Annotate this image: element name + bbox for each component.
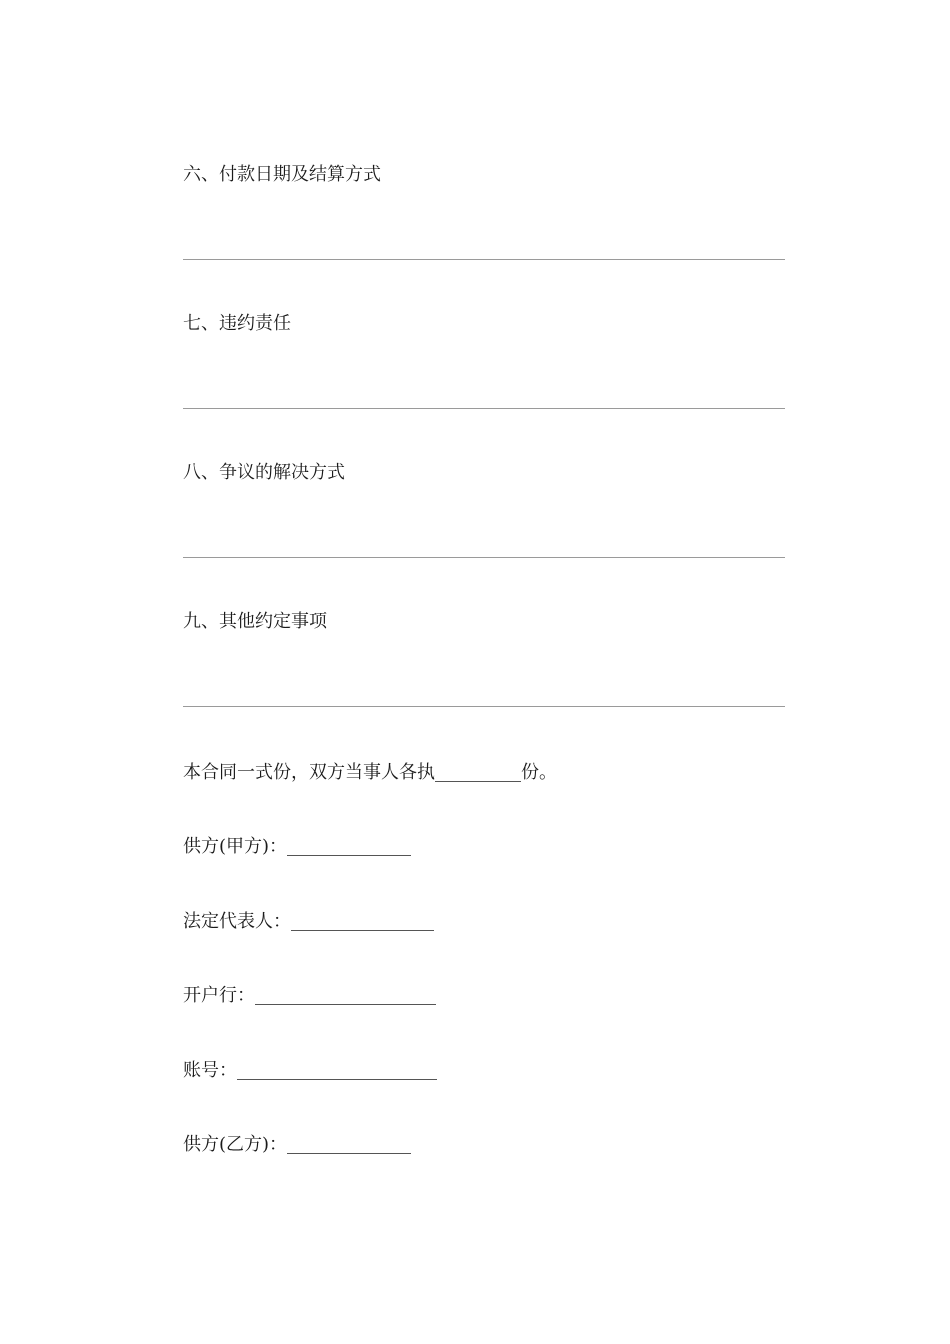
bank-blank[interactable] (255, 986, 436, 1005)
copies-text-after: 份。 (521, 762, 557, 783)
supplier-b-label: 供方(乙方)： (183, 1134, 288, 1155)
bank-field (183, 985, 436, 1007)
supplier-b-field (183, 1134, 411, 1156)
other-fill-line (183, 706, 785, 707)
account-label: 账号： (183, 1060, 237, 1081)
account-field (183, 1060, 437, 1082)
section-heading-dispute: 八、争议的解决方式 (183, 462, 345, 483)
dispute-fill-line (183, 557, 785, 558)
account-blank[interactable] (237, 1061, 437, 1080)
legal-rep-field (183, 911, 434, 933)
bank-label: 开户行： (183, 985, 255, 1006)
copies-statement (183, 762, 557, 784)
liability-fill-line (183, 408, 785, 409)
legal-rep-label: 法定代表人： (183, 911, 291, 932)
copies-count-blank[interactable] (435, 763, 521, 782)
supplier-a-label: 供方(甲方)： (183, 836, 288, 857)
legal-rep-blank[interactable] (291, 912, 434, 931)
supplier-a-field (183, 836, 411, 858)
supplier-a-blank[interactable] (287, 837, 411, 856)
supplier-b-blank[interactable] (287, 1135, 411, 1154)
section-heading-other: 九、其他约定事项 (183, 611, 327, 632)
payment-fill-line (183, 259, 785, 260)
copies-text-before: 本合同一式份，双方当事人各执 (183, 762, 435, 783)
section-heading-payment: 六、付款日期及结算方式 (183, 164, 381, 185)
section-heading-liability: 七、违约责任 (183, 313, 291, 334)
